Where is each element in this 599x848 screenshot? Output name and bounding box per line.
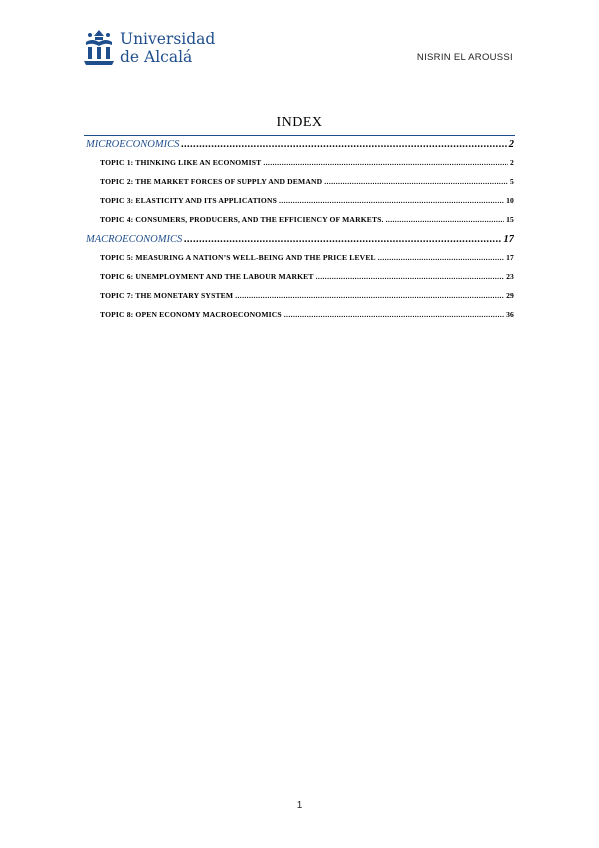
toc-entry-page: 15 [506, 215, 514, 224]
page-number: 1 [296, 800, 303, 811]
toc-dot-leader [279, 196, 504, 205]
logo-line-1: Universidad [120, 30, 216, 48]
toc-topic-link[interactable] [100, 177, 514, 196]
toc-topic-link[interactable] [100, 272, 514, 291]
toc-entry-page: 2 [508, 139, 514, 150]
index-title: INDEX [276, 115, 323, 130]
toc-entry-label: TOPIC 4: CONSUMERS, PRODUCERS, AND THE EFFICIENCY OF MARKETS. [100, 215, 384, 224]
toc-entry-label: TOPIC 7: THE MONETARY SYSTEM [100, 291, 234, 300]
toc-dot-leader [324, 177, 508, 186]
toc-entry-label: MICROECONOMICS [86, 139, 180, 150]
toc-topic-link[interactable] [100, 253, 514, 272]
toc-topic-link[interactable] [100, 291, 514, 310]
toc-entry-label: TOPIC 8: OPEN ECONOMY MACROECONOMICS [100, 310, 282, 319]
toc-section-link[interactable] [86, 139, 514, 158]
toc-topic-link[interactable] [100, 310, 514, 329]
toc-entry-page: 2 [510, 158, 514, 167]
toc-entry-label: TOPIC 5: MEASURING A NATION’S WELL-BEING AND THE PRICE LEVEL [100, 253, 376, 262]
toc-section-link[interactable] [86, 234, 514, 253]
toc-dot-leader [235, 291, 504, 300]
toc-entry-page: 29 [506, 291, 514, 300]
author-name: NISRIN EL AROUSSI [416, 52, 513, 63]
university-crest-icon [82, 28, 116, 68]
toc-entry-label: MACROECONOMICS [86, 234, 183, 245]
toc-dot-leader [184, 234, 501, 245]
toc-topic-link[interactable] [100, 196, 514, 215]
toc-entry-page: 17 [506, 253, 514, 262]
toc-entry-label: TOPIC 1: THINKING LIKE AN ECONOMIST [100, 158, 262, 167]
toc-entry-page: 36 [506, 310, 514, 319]
university-logo [82, 28, 216, 68]
toc-entry-page: 5 [510, 177, 514, 186]
toc-entry-page: 23 [506, 272, 514, 281]
toc-topic-link[interactable] [100, 158, 514, 177]
toc-dot-leader [316, 272, 504, 281]
toc-entry-label: TOPIC 3: ELASTICITY AND ITS APPLICATIONS [100, 196, 277, 205]
toc-entry-page: 10 [506, 196, 514, 205]
table-of-contents [86, 139, 514, 329]
toc-dot-leader [378, 253, 504, 262]
toc-entry-page: 17 [503, 234, 514, 245]
toc-topic-link[interactable] [100, 215, 514, 234]
toc-dot-leader [263, 158, 508, 167]
university-name [120, 30, 215, 66]
toc-dot-leader [386, 215, 504, 224]
title-divider [84, 135, 515, 136]
toc-dot-leader [181, 139, 506, 150]
toc-entry-label: TOPIC 6: UNEMPLOYMENT AND THE LABOUR MARKET [100, 272, 314, 281]
logo-line-2: de Alcalá [120, 48, 193, 66]
toc-dot-leader [284, 310, 504, 319]
toc-entry-label: TOPIC 2: THE MARKET FORCES OF SUPPLY AND DEMAND [100, 177, 323, 186]
